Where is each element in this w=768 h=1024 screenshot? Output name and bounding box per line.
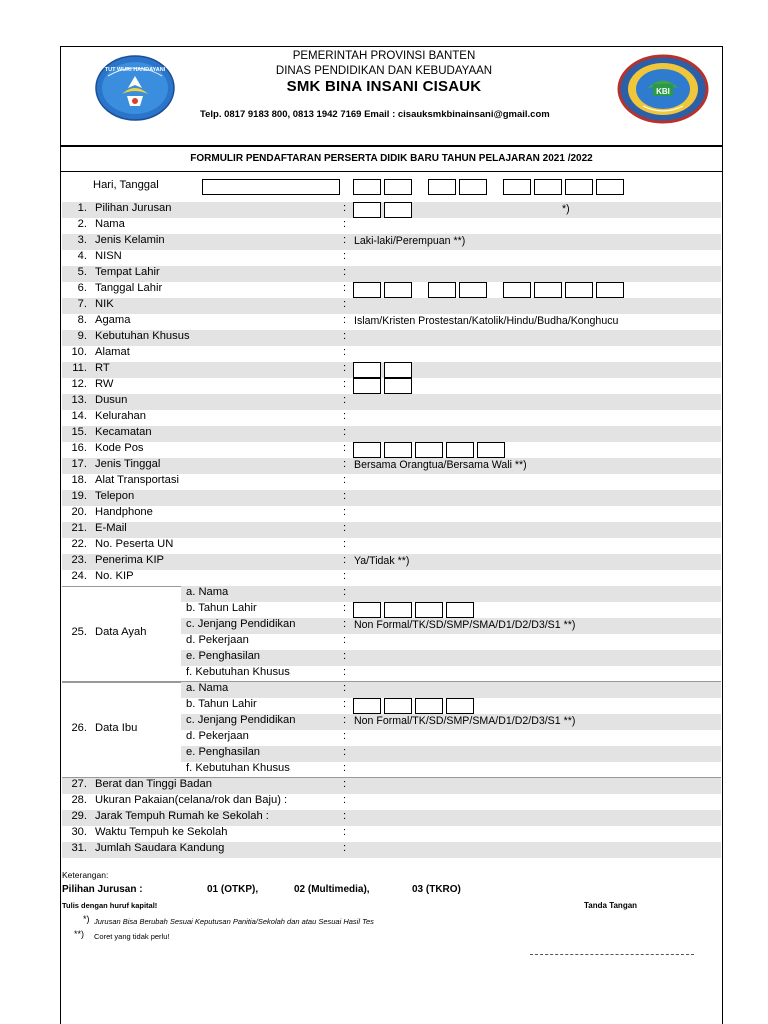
ayah-sub-label: c. Jenjang Pendidikan [186,618,296,630]
year-box[interactable] [384,602,412,618]
ayah-subrow [181,650,721,666]
row-number: 19. [71,490,87,502]
ibu-label: Data Ibu [95,722,138,734]
row-colon: : [343,458,347,470]
row-label: Waktu Tempuh ke Sekolah [95,826,228,838]
ayah-sub-label: f. Kebutuhan Khusus [186,666,290,678]
row-colon: : [343,330,347,342]
row-label: NISN [95,250,122,262]
row-label: Jenis Kelamin [95,234,165,246]
row-colon: : [343,442,347,454]
row-number: 23. [71,554,87,566]
ayah-subrow [181,634,721,650]
row-colon: : [343,538,347,550]
year-box[interactable] [353,602,381,618]
row-label: RT [95,362,110,374]
form-row [62,506,721,522]
ibu-sub-label: c. Jenjang Pendidikan [186,714,296,726]
row-colon: : [343,346,347,358]
ayah-sub-label: b. Tahun Lahir [186,602,257,614]
logo-right-text: KBI [656,87,670,96]
input-box[interactable] [415,442,443,458]
date-box[interactable] [428,179,456,195]
row-colon: : [343,570,347,582]
form-row [62,346,721,362]
form-row [62,474,721,490]
date-box[interactable] [353,179,381,195]
form-row [62,538,721,554]
row-label: Kode Pos [95,442,144,454]
input-box[interactable] [428,282,456,298]
note-2-mark: **) [74,929,85,939]
row-number: 30. [71,826,87,838]
input-box[interactable] [384,202,412,218]
ayah-subrow [181,618,721,634]
ibu-subrow [181,714,721,730]
school-name: SMK BINA INSANI CISAUK [286,78,482,95]
input-box[interactable] [503,282,531,298]
row-number: 10. [71,346,87,358]
row-label: Berat dan Tinggi Badan [95,778,212,790]
row-label: Telepon [95,490,135,502]
input-box[interactable] [353,362,381,378]
form-row [62,490,721,506]
row-label: Tanggal Lahir [95,282,163,294]
year-box[interactable] [446,698,474,714]
row-colon: : [343,250,347,262]
row-label: Alat Transportasi [95,474,179,486]
form-row [62,570,721,586]
row-value: Laki-laki/Perempuan **) [354,235,466,247]
row-label: Jarak Tempuh Rumah ke Sekolah : [95,810,269,822]
year-box[interactable] [353,698,381,714]
date-box[interactable] [565,179,593,195]
row-number: 1. [77,202,87,214]
row-colon: : [343,314,347,326]
row-value: Islam/Kristen Prostestan/Katolik/Hindu/Budha/Konghucu [354,315,619,327]
input-box[interactable] [384,442,412,458]
row-label: Nama [95,218,125,230]
row-label: RW [95,378,114,390]
row-colon: : [343,522,347,534]
row-label: Kecamatan [95,426,152,438]
input-box[interactable] [477,442,505,458]
year-box[interactable] [446,602,474,618]
ayah-number: 25. [71,626,87,638]
row-label: Handphone [95,506,153,518]
contact-info: Telp. 0817 9183 800, 0813 1942 7169 Email : cisauksmkbinainsani@gmail.com [200,109,550,120]
row-label: Jenis Tinggal [95,458,161,470]
form-row [62,266,721,282]
row-colon: : [343,218,347,230]
ibu-sub-colon: : [343,698,347,710]
row-colon: : [343,778,347,790]
ayah-sub-label: a. Nama [186,586,229,598]
form-row [62,410,721,426]
row-colon: : [343,426,347,438]
date-box[interactable] [534,179,562,195]
ibu-sub-label: f. Kebutuhan Khusus [186,762,290,774]
form-row [62,778,721,794]
ibu-subrow [181,762,721,778]
input-box[interactable] [384,362,412,378]
row-value: *) [562,203,570,215]
row-number: 31. [71,842,87,854]
year-box[interactable] [384,698,412,714]
signature-line [530,954,694,955]
ayah-subrow [181,602,721,618]
ayah-label: Data Ayah [95,626,147,638]
form-row [62,522,721,538]
form-row [62,426,721,442]
input-box[interactable] [446,442,474,458]
row-colon: : [343,810,347,822]
form-row [62,202,721,218]
row-number: 15. [71,426,87,438]
row-value: Bersama Orangtua/Bersama Wali **) [354,459,527,471]
row-colon: : [343,826,347,838]
row-number: 22. [71,538,87,550]
row-number: 9. [77,330,87,342]
ibu-number: 26. [71,722,87,734]
form-row [62,458,721,474]
ayah-subrow [181,666,721,682]
note-1-text: Jurusan Bisa Berubah Sesuai Keputusan Panitia/Sekolah dan atau Sesuai Hasil Tes [94,917,374,926]
jurusan-option-1: 01 (OTKP), [207,884,259,895]
form-row [62,218,721,234]
row-colon: : [343,234,347,246]
row-number: 11. [72,362,87,374]
form-row [62,842,721,858]
row-colon: : [343,474,347,486]
form-row [62,314,721,330]
ibu-sub-value: Non Formal/TK/SD/SMP/SMA/D1/D2/D3/S1 **) [354,715,576,727]
row-colon: : [343,410,347,422]
year-box[interactable] [415,602,443,618]
input-box[interactable] [565,282,593,298]
row-label: Tempat Lahir [95,266,160,278]
row-number: 21. [71,522,87,534]
form-row [62,442,721,458]
form-row [62,394,721,410]
row-label: E-Mail [95,522,127,534]
row-number: 29. [71,810,87,822]
row-label: Agama [95,314,131,326]
row-number: 2. [77,218,87,230]
input-box[interactable] [384,282,412,298]
input-box[interactable] [353,378,381,394]
ibu-subrow [181,730,721,746]
row-number: 16. [71,442,87,454]
row-number: 27. [71,778,87,790]
ayah-sub-colon: : [343,634,347,646]
row-label: Ukuran Pakaian(celana/rok dan Baju) : [95,794,288,806]
ayah-sub-colon: : [343,618,347,630]
row-number: 17. [71,458,87,470]
row-number: 3. [77,234,87,246]
date-box[interactable] [384,179,412,195]
row-number: 6. [77,282,87,294]
row-number: 4. [77,250,87,262]
input-box[interactable] [353,282,381,298]
ayah-sub-colon: : [343,650,347,662]
row-number: 28. [71,794,87,806]
form-row [62,298,721,314]
header-line-1: PEMERINTAH PROVINSI BANTEN [292,50,476,62]
ibu-sub-label: e. Penghasilan [186,746,261,758]
row-colon: : [343,282,347,294]
form-row [62,234,721,250]
header-line-2: DINAS PENDIDIKAN DAN KEBUDAYAAN [275,65,493,77]
row-colon: : [343,362,347,374]
input-box[interactable] [459,282,487,298]
ibu-sub-colon: : [343,730,347,742]
ibu-sub-colon: : [343,762,347,774]
row-label: NIK [95,298,114,310]
form-row [62,282,721,298]
ibu-subrow [181,682,721,698]
row-label: Kebutuhan Khusus [95,330,190,342]
row-label: Kelurahan [95,410,147,422]
row-colon: : [343,554,347,566]
row-number: 13. [71,394,87,406]
keterangan-label: Keterangan: [62,870,109,880]
ayah-sub-colon: : [343,586,347,598]
row-number: 14. [71,410,87,422]
form-row [62,250,721,266]
input-box[interactable] [596,282,624,298]
form-row [62,826,721,842]
note-1-mark: *) [83,914,90,924]
hari-input-box[interactable] [202,179,340,195]
date-box[interactable] [459,179,487,195]
row-number: 18. [71,474,87,486]
ibu-subrow [181,698,721,714]
row-label: Dusun [95,394,128,406]
jurusan-option-3: 03 (TKRO) [412,884,461,895]
kapital-note: Tulis dengan huruf kapital! [62,901,158,910]
form-row [62,330,721,346]
ayah-sub-colon: : [343,602,347,614]
form-row [62,554,721,570]
form-title: FORMULIR PENDAFTARAN PERSERTA DIDIK BARU TAHUN PELAJARAN 2021 /2022 [60,146,723,172]
ibu-sub-label: d. Pekerjaan [186,730,249,742]
jurusan-option-2: 02 (Multimedia), [294,884,370,895]
ibu-sub-label: a. Nama [186,682,229,694]
row-label: No. KIP [95,570,134,582]
row-colon: : [343,794,347,806]
row-label: Alamat [95,346,130,358]
row-colon: : [343,378,347,390]
ayah-sub-colon: : [343,666,347,678]
hari-tanggal-row [62,179,721,195]
row-colon: : [343,490,347,502]
ibu-sub-colon: : [343,714,347,726]
hari-tanggal-label: Hari, Tanggal [93,179,159,191]
row-number: 20. [71,506,87,518]
ayah-sub-value: Non Formal/TK/SD/SMP/SMA/D1/D2/D3/S1 **) [354,619,576,631]
tanda-tangan-label: Tanda Tangan [584,901,638,910]
form-row [62,362,721,378]
note-2-text: Coret yang tidak perlu! [94,932,170,941]
input-box[interactable] [534,282,562,298]
row-colon: : [343,266,347,278]
year-box[interactable] [415,698,443,714]
date-box[interactable] [596,179,624,195]
ayah-sub-label: e. Penghasilan [186,650,261,662]
ibu-sub-colon: : [343,746,347,758]
row-number: 5. [77,266,87,278]
row-colon: : [343,506,347,518]
row-value: Ya/Tidak **) [354,555,410,567]
input-box[interactable] [353,202,381,218]
row-number: 24. [71,570,87,582]
row-number: 7. [77,298,87,310]
row-label: No. Peserta UN [95,538,174,550]
form-row [62,794,721,810]
form-row [62,810,721,826]
row-label: Jumlah Saudara Kandung [95,842,225,854]
row-label: Pilihan Jurusan [95,202,172,214]
form-row [62,378,721,394]
input-box[interactable] [384,378,412,394]
ayah-subrow [181,586,721,602]
ayah-sub-label: d. Pekerjaan [186,634,249,646]
row-number: 8. [77,314,87,326]
input-box[interactable] [353,442,381,458]
row-number: 12. [71,378,87,390]
ibu-sub-colon: : [343,682,347,694]
row-colon: : [343,298,347,310]
row-colon: : [343,842,347,854]
row-label: Penerima KIP [95,554,165,566]
ibu-sub-label: b. Tahun Lahir [186,698,257,710]
row-colon: : [343,394,347,406]
pilihan-jurusan-label: Pilihan Jurusan : [62,884,143,895]
row-colon: : [343,202,347,214]
ibu-subrow [181,746,721,762]
logo-left-text: TUT WURI HANDAYANI [104,67,166,73]
date-box[interactable] [503,179,531,195]
